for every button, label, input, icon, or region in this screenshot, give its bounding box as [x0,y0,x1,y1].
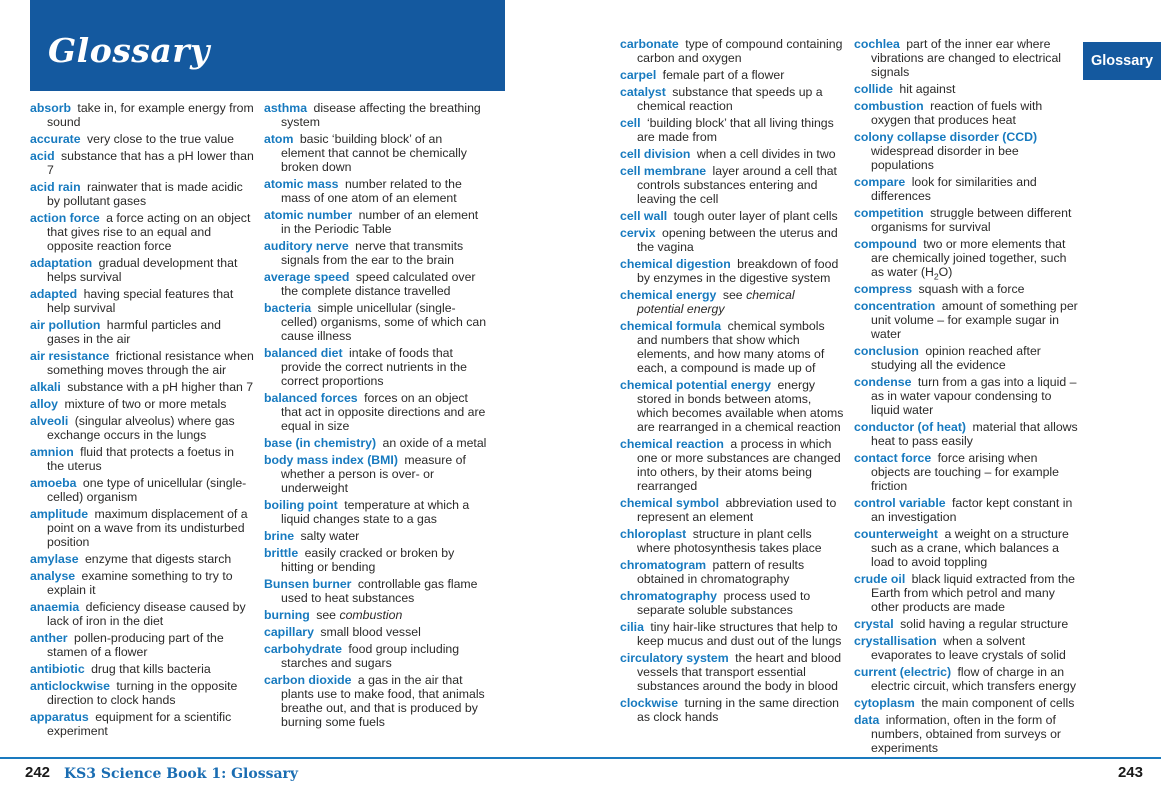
glossary-definition: very close to the true value [87,132,234,146]
glossary-term: clockwise [620,696,679,710]
page-title: Glossary [48,31,210,70]
glossary-definition: drug that kills bacteria [91,662,211,676]
glossary-entry [620,651,844,693]
glossary-entry [854,99,1078,127]
glossary-definition: see chemical potential energy [637,288,795,316]
glossary-definition: disease affecting the breathing system [281,101,481,129]
glossary-entry [264,239,488,267]
glossary-column-3 [620,37,844,727]
glossary-term: atomic mass [264,177,339,191]
glossary-definition: an oxide of a metal [382,436,487,450]
glossary-entry [854,713,1078,755]
glossary-term: anaemia [30,600,80,614]
glossary-term: amylase [30,552,79,566]
glossary-entry [854,299,1078,341]
glossary-term: chromatogram [620,558,707,572]
glossary-term: analyse [30,569,76,583]
glossary-definition: opening between the uterus and the vagina [637,226,838,254]
glossary-term: carbonate [620,37,679,51]
glossary-definition: maximum displacement of a point on a wave from its undisturbed position [47,507,248,549]
glossary-entry [30,662,254,676]
glossary-entry [620,116,844,144]
glossary-term: acid rain [30,180,81,194]
glossary-definition: number related to the mass of one atom of an element [281,177,462,205]
glossary-term: capillary [264,625,314,639]
glossary-definition: chemical symbols and numbers that show which elements, and how many atoms of each, a compound is made up of [637,319,825,375]
glossary-definition: a gas in the air that plants use to make food, that animals breathe out, and that is produced by burning some fuels [281,673,485,729]
glossary-term: carpel [620,68,657,82]
glossary-term: brittle [264,546,299,560]
glossary-term: current (electric) [854,665,952,679]
glossary-term: cell wall [620,209,668,223]
glossary-definition: pattern of results obtained in chromatography [637,558,805,586]
glossary-entry [30,631,254,659]
glossary-entry [620,319,844,375]
glossary-definition: look for similarities and differences [871,175,1037,203]
glossary-entry [854,37,1078,79]
glossary-entry [854,375,1078,417]
glossary-definition: factor kept constant in an investigation [871,496,1073,524]
glossary-term: absorb [30,101,71,115]
glossary-entry [854,527,1078,569]
footer-book-title: KS3 Science Book 1: Glossary [64,766,299,782]
glossary-term: brine [264,529,295,543]
glossary-entry [620,164,844,206]
glossary-definition: simple unicellular (single-celled) organisms, some of which can cause illness [281,301,487,343]
glossary-definition: turning in the opposite direction to clock hands [47,679,238,707]
glossary-entry [854,175,1078,203]
glossary-entry [30,476,254,504]
glossary-definition: black liquid extracted from the Earth from which petrol and many other products are made [871,572,1076,614]
glossary-definition: female part of a flower [662,68,785,82]
glossary-definition: the heart and blood vessels that transport essential substances around the body in blood [637,651,842,693]
glossary-term: compare [854,175,906,189]
glossary-definition: solid having a regular structure [900,617,1069,631]
glossary-entry [264,529,488,543]
glossary-term: amoeba [30,476,77,490]
glossary-term: cochlea [854,37,900,51]
glossary-term: crystallisation [854,634,937,648]
glossary-definition: part of the inner ear where vibrations are changed to electrical signals [871,37,1062,79]
glossary-term: alkali [30,380,61,394]
glossary-term: data [854,713,880,727]
glossary-definition: type of compound containing carbon and oxygen [637,37,843,65]
glossary-term: average speed [264,270,350,284]
glossary-term: catalyst [620,85,666,99]
glossary-entry [30,569,254,597]
glossary-term: circulatory system [620,651,729,665]
glossary-entry [264,301,488,343]
glossary-entry [264,177,488,205]
glossary-entry [854,634,1078,662]
glossary-entry [264,436,488,450]
glossary-term: cilia [620,620,644,634]
glossary-definition: examine something to try to explain it [47,569,233,597]
glossary-entry [264,346,488,388]
glossary-term: chloroplast [620,527,687,541]
glossary-entry [854,696,1078,710]
glossary-definition: speed calculated over the complete distance travelled [281,270,476,298]
glossary-entry [620,37,844,65]
glossary-column-1 [30,101,254,741]
glossary-entry [620,209,844,223]
glossary-column-2 [264,101,488,732]
glossary-definition: harmful particles and gases in the air [47,318,221,346]
glossary-definition: struggle between different organisms for survival [871,206,1072,234]
glossary-term: condense [854,375,912,389]
right-page-number: 243 [1117,764,1143,781]
glossary-definition: forces on an object that act in opposite directions and are equal in size [281,391,486,433]
glossary-definition: turning in the same direction as clock hands [637,696,840,724]
glossary-entry [620,226,844,254]
glossary-definition: a weight on a structure such as a crane, which balances a load to avoid toppling [871,527,1069,569]
glossary-term: Bunsen burner [264,577,352,591]
glossary-definition: (singular alveolus) where gas exchange occurs in the lungs [47,414,235,442]
glossary-term: acid [30,149,55,163]
glossary-definition: energy stored in bonds between atoms, which becomes available when atoms are rearranged in a chemical reaction [637,378,844,434]
glossary-entry [30,287,254,315]
glossary-term: conductor (of heat) [854,420,967,434]
glossary-entry [264,642,488,670]
glossary-term: base (in chemistry) [264,436,377,450]
glossary-entry [264,132,488,174]
glossary-entry [854,496,1078,524]
glossary-entry [264,498,488,526]
glossary-definition: salty water [300,529,360,543]
glossary-entry [620,257,844,285]
glossary-definition: layer around a cell that controls substances entering and leaving the cell [637,164,837,206]
glossary-definition: opinion reached after studying all the evidence [871,344,1041,372]
glossary-definition: ‘building block’ that all living things are made from [637,116,834,144]
glossary-term: cell division [620,147,691,161]
glossary-entry [30,349,254,377]
glossary-term: chemical energy [620,288,717,302]
glossary-entry [30,710,254,738]
glossary-term: atomic number [264,208,353,222]
glossary-definition: turn from a gas into a liquid – as in water vapour condensing to liquid water [871,375,1077,417]
glossary-definition: one type of unicellular (single-celled) organism [47,476,247,504]
glossary-term: crystal [854,617,894,631]
glossary-definition: rainwater that is made acidic by pollutant gases [47,180,243,208]
glossary-definition: pollen-producing part of the stamen of a flower [47,631,224,659]
glossary-entry [854,282,1078,296]
glossary-entry [620,527,844,555]
glossary-term: chemical digestion [620,257,731,271]
glossary-term: asthma [264,101,308,115]
glossary-term: boiling point [264,498,338,512]
glossary-definition: when a solvent evaporates to leave crystals of solid [871,634,1066,662]
glossary-term: cell [620,116,641,130]
glossary-definition: when a cell divides in two [696,147,836,161]
glossary-term: anticlockwise [30,679,110,693]
glossary-term: amnion [30,445,74,459]
glossary-term: colony collapse disorder (CCD) [854,130,1038,144]
glossary-entry [854,130,1078,172]
glossary-term: action force [30,211,100,225]
glossary-definition: temperature at which a liquid changes state to a gas [281,498,470,526]
glossary-term: counterweight [854,527,939,541]
glossary-entry [30,679,254,707]
glossary-term: chromatography [620,589,718,603]
glossary-term: balanced diet [264,346,343,360]
glossary-term: amplitude [30,507,89,521]
glossary-entry [854,451,1078,493]
glossary-section-tab [1083,42,1161,80]
glossary-entry [854,665,1078,693]
glossary-entry [30,256,254,284]
glossary-definition: food group including starches and sugars [281,642,460,670]
glossary-term: air resistance [30,349,110,363]
glossary-entry [30,414,254,442]
glossary-entry [30,445,254,473]
glossary-definition: controllable gas flame used to heat substances [281,577,478,605]
glossary-definition: amount of something per unit volume – for example sugar in water [871,299,1078,341]
glossary-entry [854,572,1078,614]
glossary-definition: two or more elements that are chemically joined together, such as water $(H_2O)$ [871,237,1067,282]
glossary-definition: deficiency disease caused by lack of iron in the diet [47,600,246,628]
glossary-entry [620,696,844,724]
glossary-term: adapted [30,287,78,301]
glossary-term: accurate [30,132,81,146]
glossary-entry [620,147,844,161]
glossary-column-4 [854,37,1078,758]
glossary-entry [854,237,1078,282]
glossary-definition: frictional resistance when something moves through the air [47,349,254,377]
glossary-term: atom [264,132,294,146]
glossary-definition: basic ‘building block’ of an element that cannot be chemically broken down [281,132,467,174]
glossary-term: anther [30,631,68,645]
glossary-term: combustion [854,99,924,113]
glossary-definition: substance with a pH higher than 7 [67,380,254,394]
glossary-term: cytoplasm [854,696,915,710]
glossary-entry [30,211,254,253]
glossary-entry [854,617,1078,631]
glossary-entry [620,85,844,113]
glossary-term: conclusion [854,344,919,358]
glossary-term: compound [854,237,917,251]
glossary-entry [620,496,844,524]
glossary-definition: nerve that transmits signals from the ear to the brain [281,239,464,267]
glossary-term: chemical symbol [620,496,720,510]
glossary-tab-label: Glossary [1090,53,1154,69]
glossary-entry [854,420,1078,448]
glossary-entry [30,552,254,566]
glossary-definition: number of an element in the Periodic Table [281,208,479,236]
glossary-term: chemical formula [620,319,722,333]
glossary-entry [854,344,1078,372]
glossary-term: chemical potential energy [620,378,772,392]
glossary-entry [264,391,488,433]
glossary-definition: enzyme that digests starch [84,552,232,566]
glossary-entry [620,558,844,586]
glossary-definition: hit against [899,82,956,96]
glossary-entry [264,546,488,574]
glossary-term: adaptation [30,256,93,270]
glossary-definition: a force acting on an object that gives rise to an equal and opposite reaction force [47,211,251,253]
glossary-term: bacteria [264,301,312,315]
glossary-definition: small blood vessel [320,625,421,639]
glossary-term: competition [854,206,924,220]
glossary-entry [264,101,488,129]
glossary-entry [620,589,844,617]
glossary-definition: tiny hair-like structures that help to keep mucus and dust out of the lungs [637,620,842,648]
glossary-term: carbon dioxide [264,673,352,687]
glossary-definition: material that allows heat to pass easily [871,420,1078,448]
glossary-definition: reaction of fuels with oxygen that produces heat [871,99,1043,127]
glossary-term: alloy [30,397,59,411]
glossary-entry [264,625,488,639]
glossary-term: auditory nerve [264,239,349,253]
glossary-entry [30,507,254,549]
glossary-definition: measure of whether a person is over- or underweight [281,453,466,495]
glossary-entry [264,673,488,729]
glossary-definition: substance that has a pH lower than 7 [47,149,254,177]
glossary-entry [264,608,488,622]
glossary-entry [620,68,844,82]
glossary-term: cell membrane [620,164,707,178]
glossary-term: concentration [854,299,936,313]
glossary-definition: information, often in the form of numbers, obtained from surveys or experiments [871,713,1062,755]
glossary-entry [854,82,1078,96]
glossary-definition: squash with a force [918,282,1025,296]
glossary-definition: process used to separate soluble substances [637,589,811,617]
glossary-entry [264,208,488,236]
glossary-entry [30,600,254,628]
glossary-definition: widespread disorder in bee populations [871,144,1019,172]
glossary-term: apparatus [30,710,89,724]
glossary-entry [264,270,488,298]
glossary-entry [620,288,844,316]
glossary-entry [30,397,254,411]
glossary-entry [620,437,844,493]
glossary-term: compress [854,282,913,296]
glossary-definition: gradual development that helps survival [47,256,238,284]
glossary-term: body mass index (BMI) [264,453,398,467]
glossary-entry [30,180,254,208]
glossary-definition: a process in which one or more substances are changed into others, by their atoms being rearranged [637,437,841,493]
glossary-term: collide [854,82,893,96]
glossary-entry [30,101,254,129]
glossary-term: air pollution [30,318,101,332]
glossary-entry [30,132,254,146]
page-header [30,0,505,91]
glossary-definition: tough outer layer of plant cells [673,209,838,223]
glossary-definition: substance that speeds up a chemical reaction [637,85,823,113]
glossary-term: contact force [854,451,932,465]
glossary-entry [30,380,254,394]
glossary-term: chemical reaction [620,437,724,451]
glossary-entry [854,206,1078,234]
glossary-definition: having special features that help survival [47,287,234,315]
glossary-entry [264,577,488,605]
glossary-entry [30,318,254,346]
glossary-entry [264,453,488,495]
glossary-definition: force arising when objects are touching – for example friction [871,451,1059,493]
glossary-definition: flow of charge in an electric circuit, which transfers energy [871,665,1077,693]
glossary-definition: fluid that protects a foetus in the uterus [47,445,234,473]
glossary-definition: structure in plant cells where photosynthesis takes place [637,527,822,555]
glossary-definition: take in, for example energy from sound [47,101,254,129]
glossary-term: alveoli [30,414,69,428]
left-page-number: 242 [25,764,51,781]
glossary-term: burning [264,608,310,622]
glossary-definition: equipment for a scientific experiment [47,710,232,738]
glossary-term: cervix [620,226,656,240]
glossary-entry [620,378,844,434]
glossary-definition: intake of foods that provide the correct nutrients in the correct proportions [281,346,467,388]
glossary-definition: easily cracked or broken by hitting or bending [281,546,455,574]
glossary-definition: the main component of cells [921,696,1075,710]
glossary-term: antibiotic [30,662,85,676]
glossary-definition: breakdown of food by enzymes in the digestive system [637,257,839,285]
glossary-entry [620,620,844,648]
glossary-definition: see combustion [316,608,403,622]
glossary-term: control variable [854,496,946,510]
glossary-term: balanced forces [264,391,358,405]
glossary-definition: mixture of two or more metals [64,397,227,411]
footer-rule [0,757,1161,759]
glossary-entry [30,149,254,177]
glossary-term: carbohydrate [264,642,342,656]
glossary-term: crude oil [854,572,906,586]
glossary-definition: abbreviation used to represent an element [637,496,837,524]
